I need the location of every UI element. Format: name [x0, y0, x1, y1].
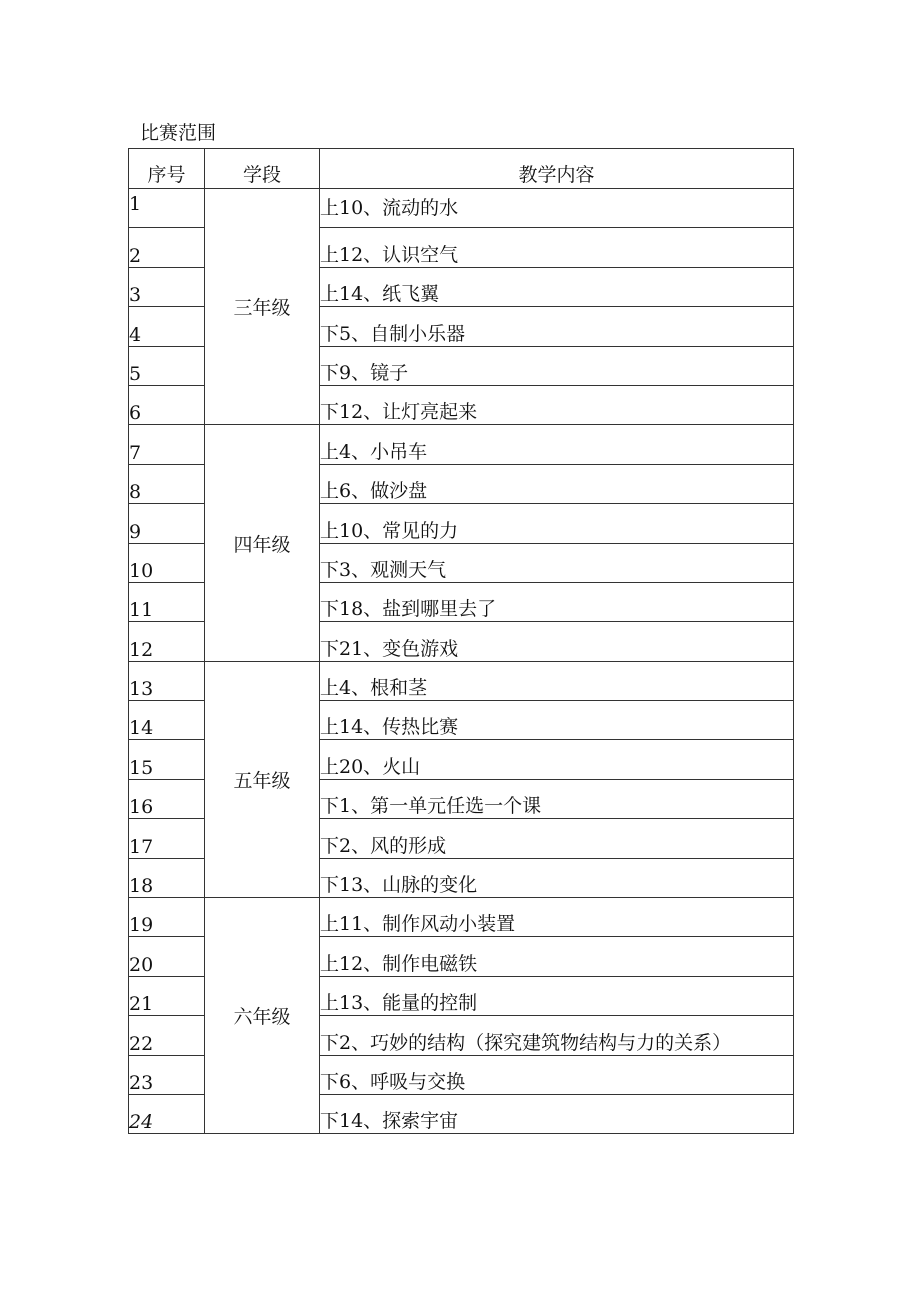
row-number: 22	[129, 1016, 205, 1055]
grade-cell: 三年级	[205, 189, 320, 425]
row-content: 下2、巧妙的结构（探究建筑物结构与力的关系）	[320, 1016, 794, 1055]
row-number: 20	[129, 937, 205, 976]
row-number: 5	[129, 346, 205, 385]
row-number: 23	[129, 1055, 205, 1094]
row-content: 上20、火山	[320, 740, 794, 779]
row-number: 1	[129, 189, 205, 228]
row-content: 上14、传热比赛	[320, 701, 794, 740]
row-number: 10	[129, 543, 205, 582]
row-content: 上14、纸飞翼	[320, 267, 794, 306]
row-content: 上4、小吊车	[320, 425, 794, 464]
row-content: 上11、制作风动小装置	[320, 898, 794, 937]
row-number: 11	[129, 582, 205, 621]
row-content: 下1、第一单元任选一个课	[320, 779, 794, 818]
row-number: 7	[129, 425, 205, 464]
row-content: 下5、自制小乐器	[320, 307, 794, 346]
row-content: 下14、探索宇宙	[320, 1094, 794, 1133]
table-header-row	[129, 149, 794, 189]
grade-cell: 四年级	[205, 425, 320, 661]
row-content: 上4、根和茎	[320, 661, 794, 700]
row-content: 下18、盐到哪里去了	[320, 582, 794, 621]
row-number: 16	[129, 779, 205, 818]
row-number: 19	[129, 898, 205, 937]
table-caption: 比赛范围	[140, 122, 217, 144]
row-number: 3	[129, 267, 205, 306]
row-number: 13	[129, 661, 205, 700]
row-content: 上6、做沙盘	[320, 464, 794, 503]
row-content: 上12、制作电磁铁	[320, 937, 794, 976]
table-row	[129, 189, 794, 228]
row-number: 17	[129, 819, 205, 858]
competition-range-table	[128, 148, 794, 1134]
grade-cell: 六年级	[205, 898, 320, 1134]
row-number: 2	[129, 228, 205, 267]
row-content: 上10、流动的水	[320, 189, 794, 228]
header-grade-level: 学段	[205, 149, 320, 189]
row-content: 下21、变色游戏	[320, 622, 794, 661]
table-row	[129, 661, 794, 700]
row-number: 21	[129, 976, 205, 1015]
header-teaching-content: 教学内容	[320, 149, 794, 189]
row-content: 下9、镜子	[320, 346, 794, 385]
row-content: 上13、能量的控制	[320, 976, 794, 1015]
row-content: 下6、呼吸与交换	[320, 1055, 794, 1094]
row-content: 上10、常见的力	[320, 504, 794, 543]
row-content: 下13、山脉的变化	[320, 858, 794, 897]
table-row	[129, 898, 794, 937]
row-number: 4	[129, 307, 205, 346]
row-number: 24	[129, 1094, 205, 1133]
row-number: 12	[129, 622, 205, 661]
row-content: 下3、观测天气	[320, 543, 794, 582]
row-content: 下2、风的形成	[320, 819, 794, 858]
row-content: 上12、认识空气	[320, 228, 794, 267]
row-number: 18	[129, 858, 205, 897]
row-number: 14	[129, 701, 205, 740]
row-content: 下12、让灯亮起来	[320, 385, 794, 424]
header-serial-number: 序号	[129, 149, 205, 189]
grade-cell: 五年级	[205, 661, 320, 897]
row-number: 15	[129, 740, 205, 779]
table-row	[129, 425, 794, 464]
row-number: 9	[129, 504, 205, 543]
row-number: 6	[129, 385, 205, 424]
row-number: 8	[129, 464, 205, 503]
